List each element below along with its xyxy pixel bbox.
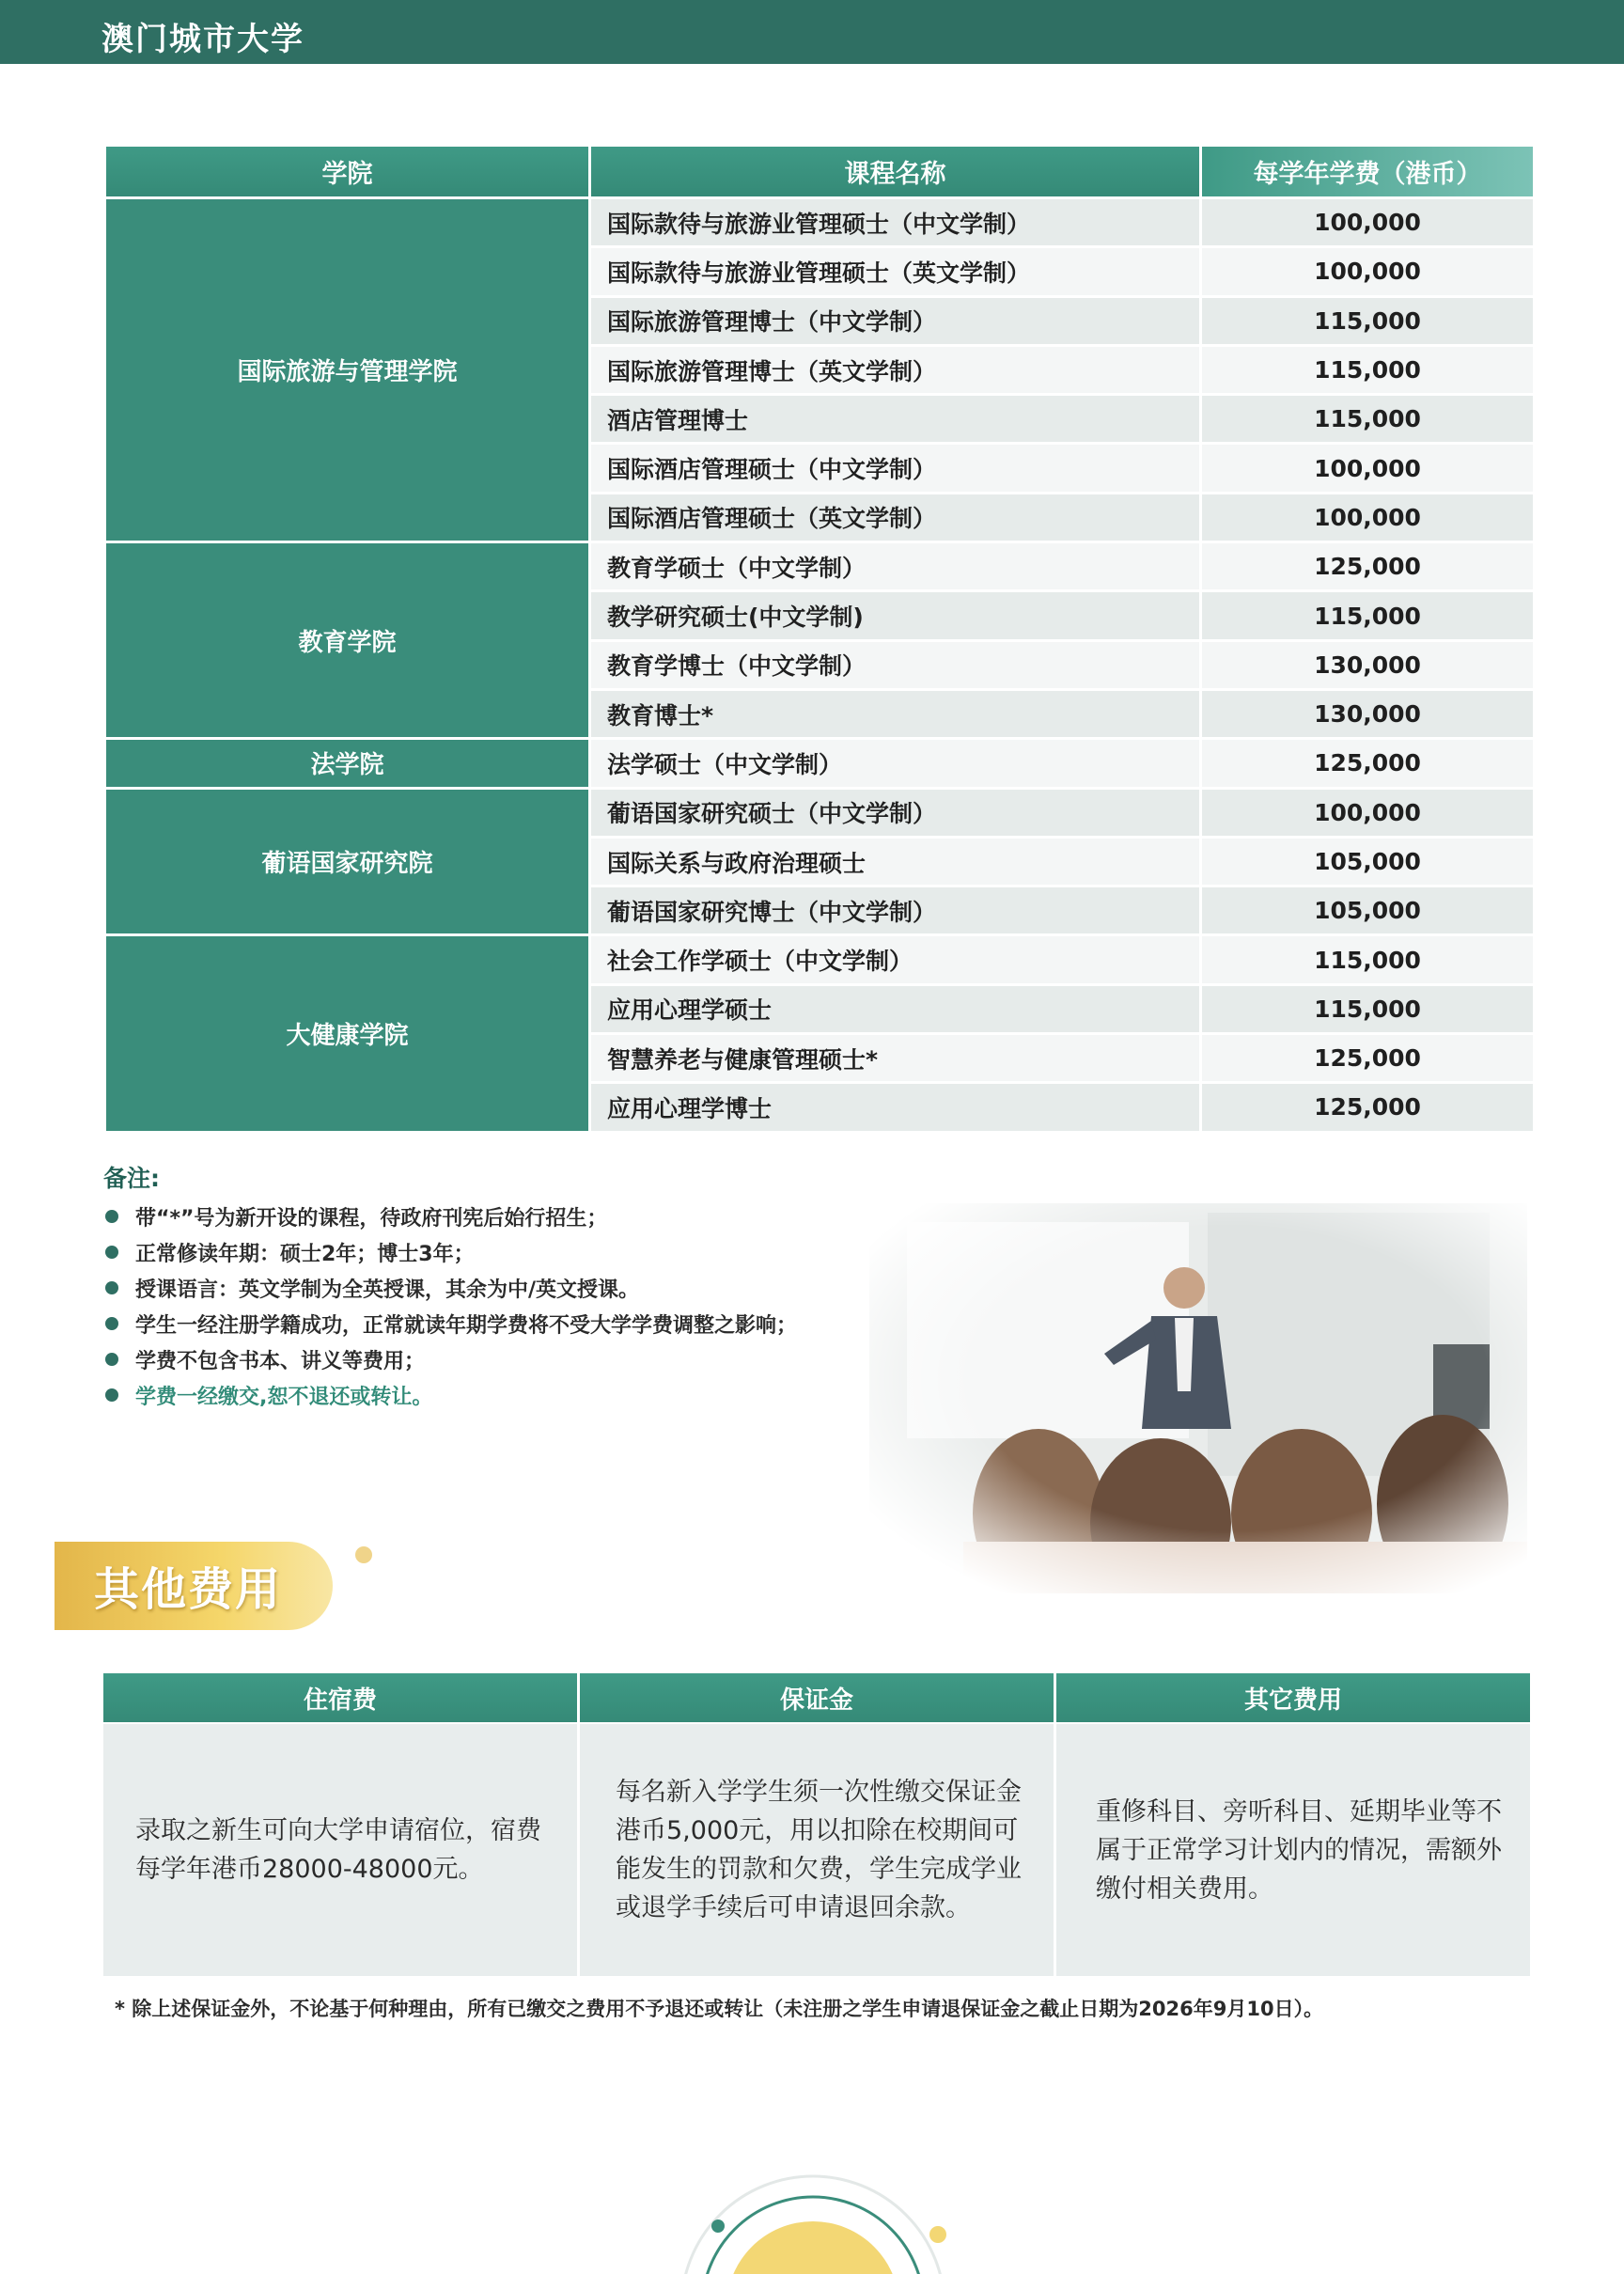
fee-cell: 115,000: [1202, 936, 1533, 982]
table-row: [106, 740, 1533, 786]
fee-cell: 115,000: [1202, 592, 1533, 638]
course-cell: 应用心理学博士: [591, 1084, 1199, 1130]
notes-list: [105, 1199, 797, 1413]
course-cell: 国际旅游管理博士（中文学制）: [591, 298, 1199, 344]
decorative-dot-icon: [355, 1546, 372, 1563]
deposit-text: 每名新入学学生须一次性缴交保证金港币5,000元，用以扣除在校期间可能发生的罚款和欠费，学生完成学业或退学手续后可申请退回余款。: [616, 1778, 1022, 1922]
fee-cell: 100,000: [1202, 445, 1533, 491]
notes-title: 备注:: [103, 1165, 160, 1192]
note-item: [105, 1270, 797, 1306]
header-fee: 每学年学费（港币）: [1202, 147, 1533, 196]
fee-cell: 100,000: [1202, 494, 1533, 541]
course-cell: 国际款待与旅游业管理硕士（英文学制）: [591, 248, 1199, 294]
accommodation-header: 住宿费: [103, 1673, 577, 1722]
college-cell: 葡语国家研究院: [106, 790, 588, 934]
bullet-icon: [105, 1246, 118, 1259]
fee-cell: 125,000: [1202, 740, 1533, 786]
note-item: [105, 1306, 797, 1341]
university-name: 澳门城市大学: [102, 21, 304, 58]
deposit-body: [580, 1724, 1054, 1976]
course-cell: 国际酒店管理硕士（中文学制）: [591, 445, 1199, 491]
table-header-row: [106, 147, 1533, 196]
table-row: [106, 936, 1533, 982]
note-item: [105, 1341, 797, 1377]
misc-fees-header: 其它费用: [1056, 1673, 1530, 1722]
header-course: 课程名称: [591, 147, 1199, 196]
course-cell: 社会工作学硕士（中文学制）: [591, 936, 1199, 982]
note-item: [105, 1234, 797, 1270]
note-text: 学费不包含书本、讲义等费用；: [135, 1349, 426, 1373]
fee-cell: 105,000: [1202, 839, 1533, 885]
accommodation-column: [103, 1673, 577, 1976]
bullet-icon: [105, 1353, 118, 1366]
course-cell: 国际款待与旅游业管理硕士（中文学制）: [591, 199, 1199, 245]
college-cell: 教育学院: [106, 543, 588, 737]
course-cell: 酒店管理博士: [591, 396, 1199, 442]
course-cell: 国际旅游管理博士（英文学制）: [591, 347, 1199, 393]
fee-cell: 125,000: [1202, 543, 1533, 589]
fee-cell: 130,000: [1202, 642, 1533, 688]
fee-cell: 115,000: [1202, 298, 1533, 344]
fee-cell: 115,000: [1202, 986, 1533, 1032]
course-cell: 国际酒店管理硕士（英文学制）: [591, 494, 1199, 541]
fee-cell: 130,000: [1202, 691, 1533, 737]
course-cell: 教学研究硕士(中文学制): [591, 592, 1199, 638]
table-row: [106, 199, 1533, 245]
accommodation-text: 录取之新生可向大学申请宿位，宿费每学年港币28000-48000元。: [135, 1816, 541, 1884]
accommodation-body: [103, 1724, 577, 1976]
bullet-icon: [105, 1281, 118, 1294]
misc-fees-column: [1056, 1673, 1530, 1976]
college-cell: 法学院: [106, 740, 588, 786]
misc-fees-body: [1056, 1724, 1530, 1976]
college-cell: 国际旅游与管理学院: [106, 199, 588, 541]
course-cell: 葡语国家研究博士（中文学制）: [591, 887, 1199, 933]
course-cell: 教育博士*: [591, 691, 1199, 737]
table-row: [106, 790, 1533, 836]
deposit-header: 保证金: [580, 1673, 1054, 1722]
note-item: [105, 1377, 797, 1413]
course-cell: 应用心理学硕士: [591, 986, 1199, 1032]
fee-cell: 115,000: [1202, 396, 1533, 442]
footnote: * 除上述保证金外，不论基于何种理由，所有已缴交之费用不予退还或转让（未注册之学生申请退保证金之截止日期为2026年9月10日）。: [115, 1998, 1324, 2020]
college-cell: 大健康学院: [106, 936, 588, 1130]
bullet-icon: [105, 1317, 118, 1330]
note-text: 带“*”号为新开设的课程，待政府刊宪后始行招生；: [135, 1206, 608, 1231]
classroom-photo: [869, 1203, 1527, 1593]
course-cell: 智慧养老与健康管理硕士*: [591, 1035, 1199, 1081]
decorative-circle-icon: [639, 2134, 987, 2274]
bullet-icon: [105, 1210, 118, 1223]
note-text: 学费一经缴交,恕不退还或转让。: [135, 1385, 433, 1409]
fee-cell: 105,000: [1202, 887, 1533, 933]
header-college: 学院: [106, 147, 588, 196]
other-fees-table: [103, 1673, 1530, 1976]
deposit-column: [580, 1673, 1054, 1976]
header-bar: [0, 0, 1624, 64]
fee-cell: 115,000: [1202, 347, 1533, 393]
bullet-icon: [105, 1388, 118, 1402]
table-row: [106, 543, 1533, 589]
tuition-fee-table: [103, 144, 1536, 1134]
note-text: 学生一经注册学籍成功，正常就读年期学费将不受大学学费调整之影响；: [135, 1313, 798, 1338]
note-text: 正常修读年期：硕士2年；博士3年；: [135, 1242, 475, 1266]
note-item: [105, 1199, 797, 1234]
course-cell: 法学硕士（中文学制）: [591, 740, 1199, 786]
fee-cell: 125,000: [1202, 1084, 1533, 1130]
fee-cell: 100,000: [1202, 199, 1533, 245]
fee-cell: 100,000: [1202, 248, 1533, 294]
fee-cell: 125,000: [1202, 1035, 1533, 1081]
course-cell: 葡语国家研究硕士（中文学制）: [591, 790, 1199, 836]
note-text: 授课语言：英文学制为全英授课，其余为中/英文授课。: [135, 1278, 640, 1302]
course-cell: 国际关系与政府治理硕士: [591, 839, 1199, 885]
course-cell: 教育学硕士（中文学制）: [591, 543, 1199, 589]
other-fees-badge: [55, 1542, 333, 1630]
course-cell: 教育学博士（中文学制）: [591, 642, 1199, 688]
misc-fees-text: 重修科目、旁听科目、延期毕业等不属于正常学习计划内的情况，需额外缴付相关费用。: [1096, 1796, 1502, 1904]
fee-cell: 100,000: [1202, 790, 1533, 836]
other-fees-title: 其他费用: [94, 1563, 283, 1616]
